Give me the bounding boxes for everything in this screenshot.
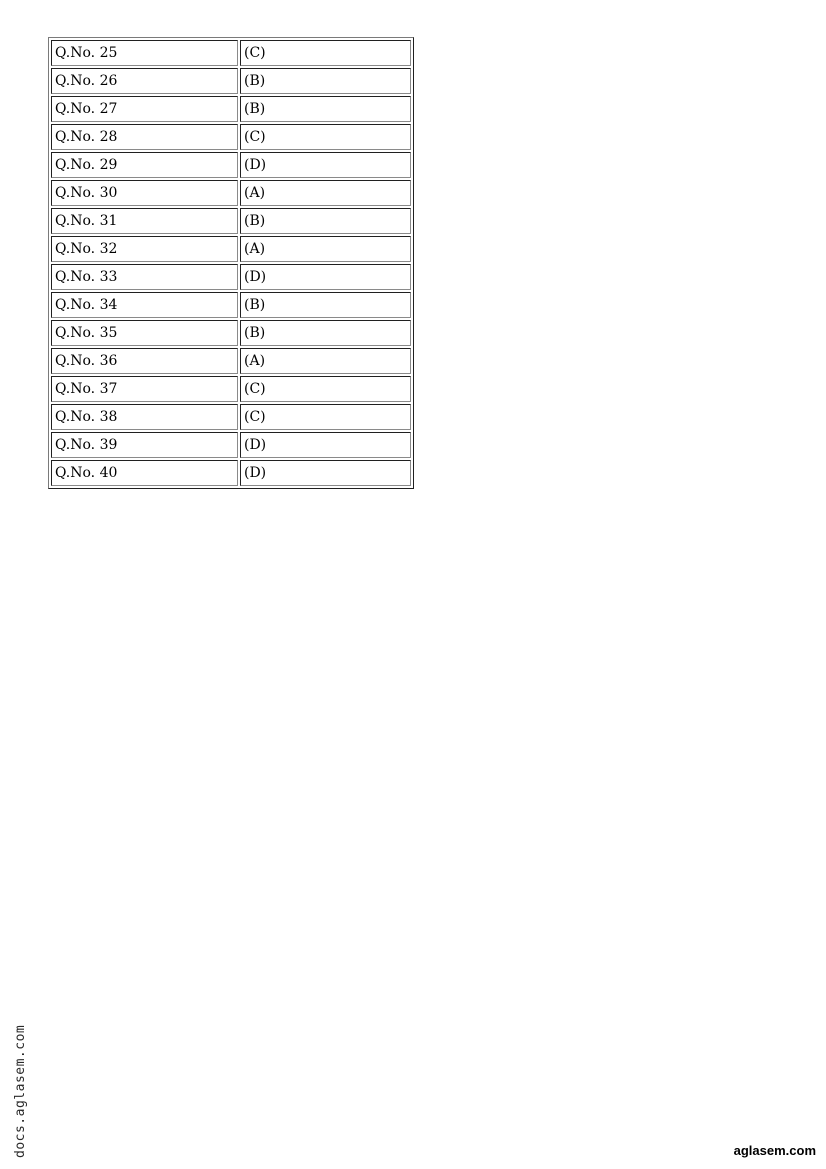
answer-cell: (A)	[240, 180, 411, 206]
answer-cell: (B)	[240, 292, 411, 318]
table-row	[51, 460, 411, 486]
question-number-cell: Q.No. 29	[51, 152, 238, 178]
question-number-cell: Q.No. 27	[51, 96, 238, 122]
table-row	[51, 152, 411, 178]
table-row	[51, 96, 411, 122]
table-row	[51, 180, 411, 206]
answer-cell: (A)	[240, 236, 411, 262]
question-number-cell: Q.No. 35	[51, 320, 238, 346]
table-row	[51, 404, 411, 430]
answer-cell: (D)	[240, 152, 411, 178]
table-row	[51, 68, 411, 94]
table-row	[51, 264, 411, 290]
question-number-cell: Q.No. 39	[51, 432, 238, 458]
answer-cell: (D)	[240, 264, 411, 290]
table-row	[51, 124, 411, 150]
question-number-cell: Q.No. 31	[51, 208, 238, 234]
table-row	[51, 348, 411, 374]
table-row	[51, 292, 411, 318]
question-number-cell: Q.No. 37	[51, 376, 238, 402]
question-number-cell: Q.No. 34	[51, 292, 238, 318]
table-row	[51, 432, 411, 458]
table-row	[51, 208, 411, 234]
question-number-cell: Q.No. 28	[51, 124, 238, 150]
question-number-cell: Q.No. 38	[51, 404, 238, 430]
answer-cell: (B)	[240, 68, 411, 94]
question-number-cell: Q.No. 40	[51, 460, 238, 486]
question-number-cell: Q.No. 32	[51, 236, 238, 262]
answer-cell: (D)	[240, 432, 411, 458]
table-row	[51, 320, 411, 346]
answer-key-rows	[51, 40, 411, 486]
table-row	[51, 40, 411, 66]
table-row	[51, 236, 411, 262]
question-number-cell: Q.No. 26	[51, 68, 238, 94]
table-row	[51, 376, 411, 402]
answer-cell: (B)	[240, 320, 411, 346]
question-number-cell: Q.No. 33	[51, 264, 238, 290]
question-number-cell: Q.No. 30	[51, 180, 238, 206]
answer-cell: (B)	[240, 208, 411, 234]
answer-cell: (A)	[240, 348, 411, 374]
answer-cell: (C)	[240, 40, 411, 66]
question-number-cell: Q.No. 36	[51, 348, 238, 374]
answer-key-table	[48, 37, 414, 489]
answer-cell: (D)	[240, 460, 411, 486]
question-number-cell: Q.No. 25	[51, 40, 238, 66]
answer-cell: (B)	[240, 96, 411, 122]
answer-cell: (C)	[240, 376, 411, 402]
side-watermark: docs.aglasem.com	[13, 1024, 28, 1158]
footer-brand-watermark: aglasem.com	[733, 1143, 816, 1158]
answer-cell: (C)	[240, 124, 411, 150]
answer-cell: (C)	[240, 404, 411, 430]
